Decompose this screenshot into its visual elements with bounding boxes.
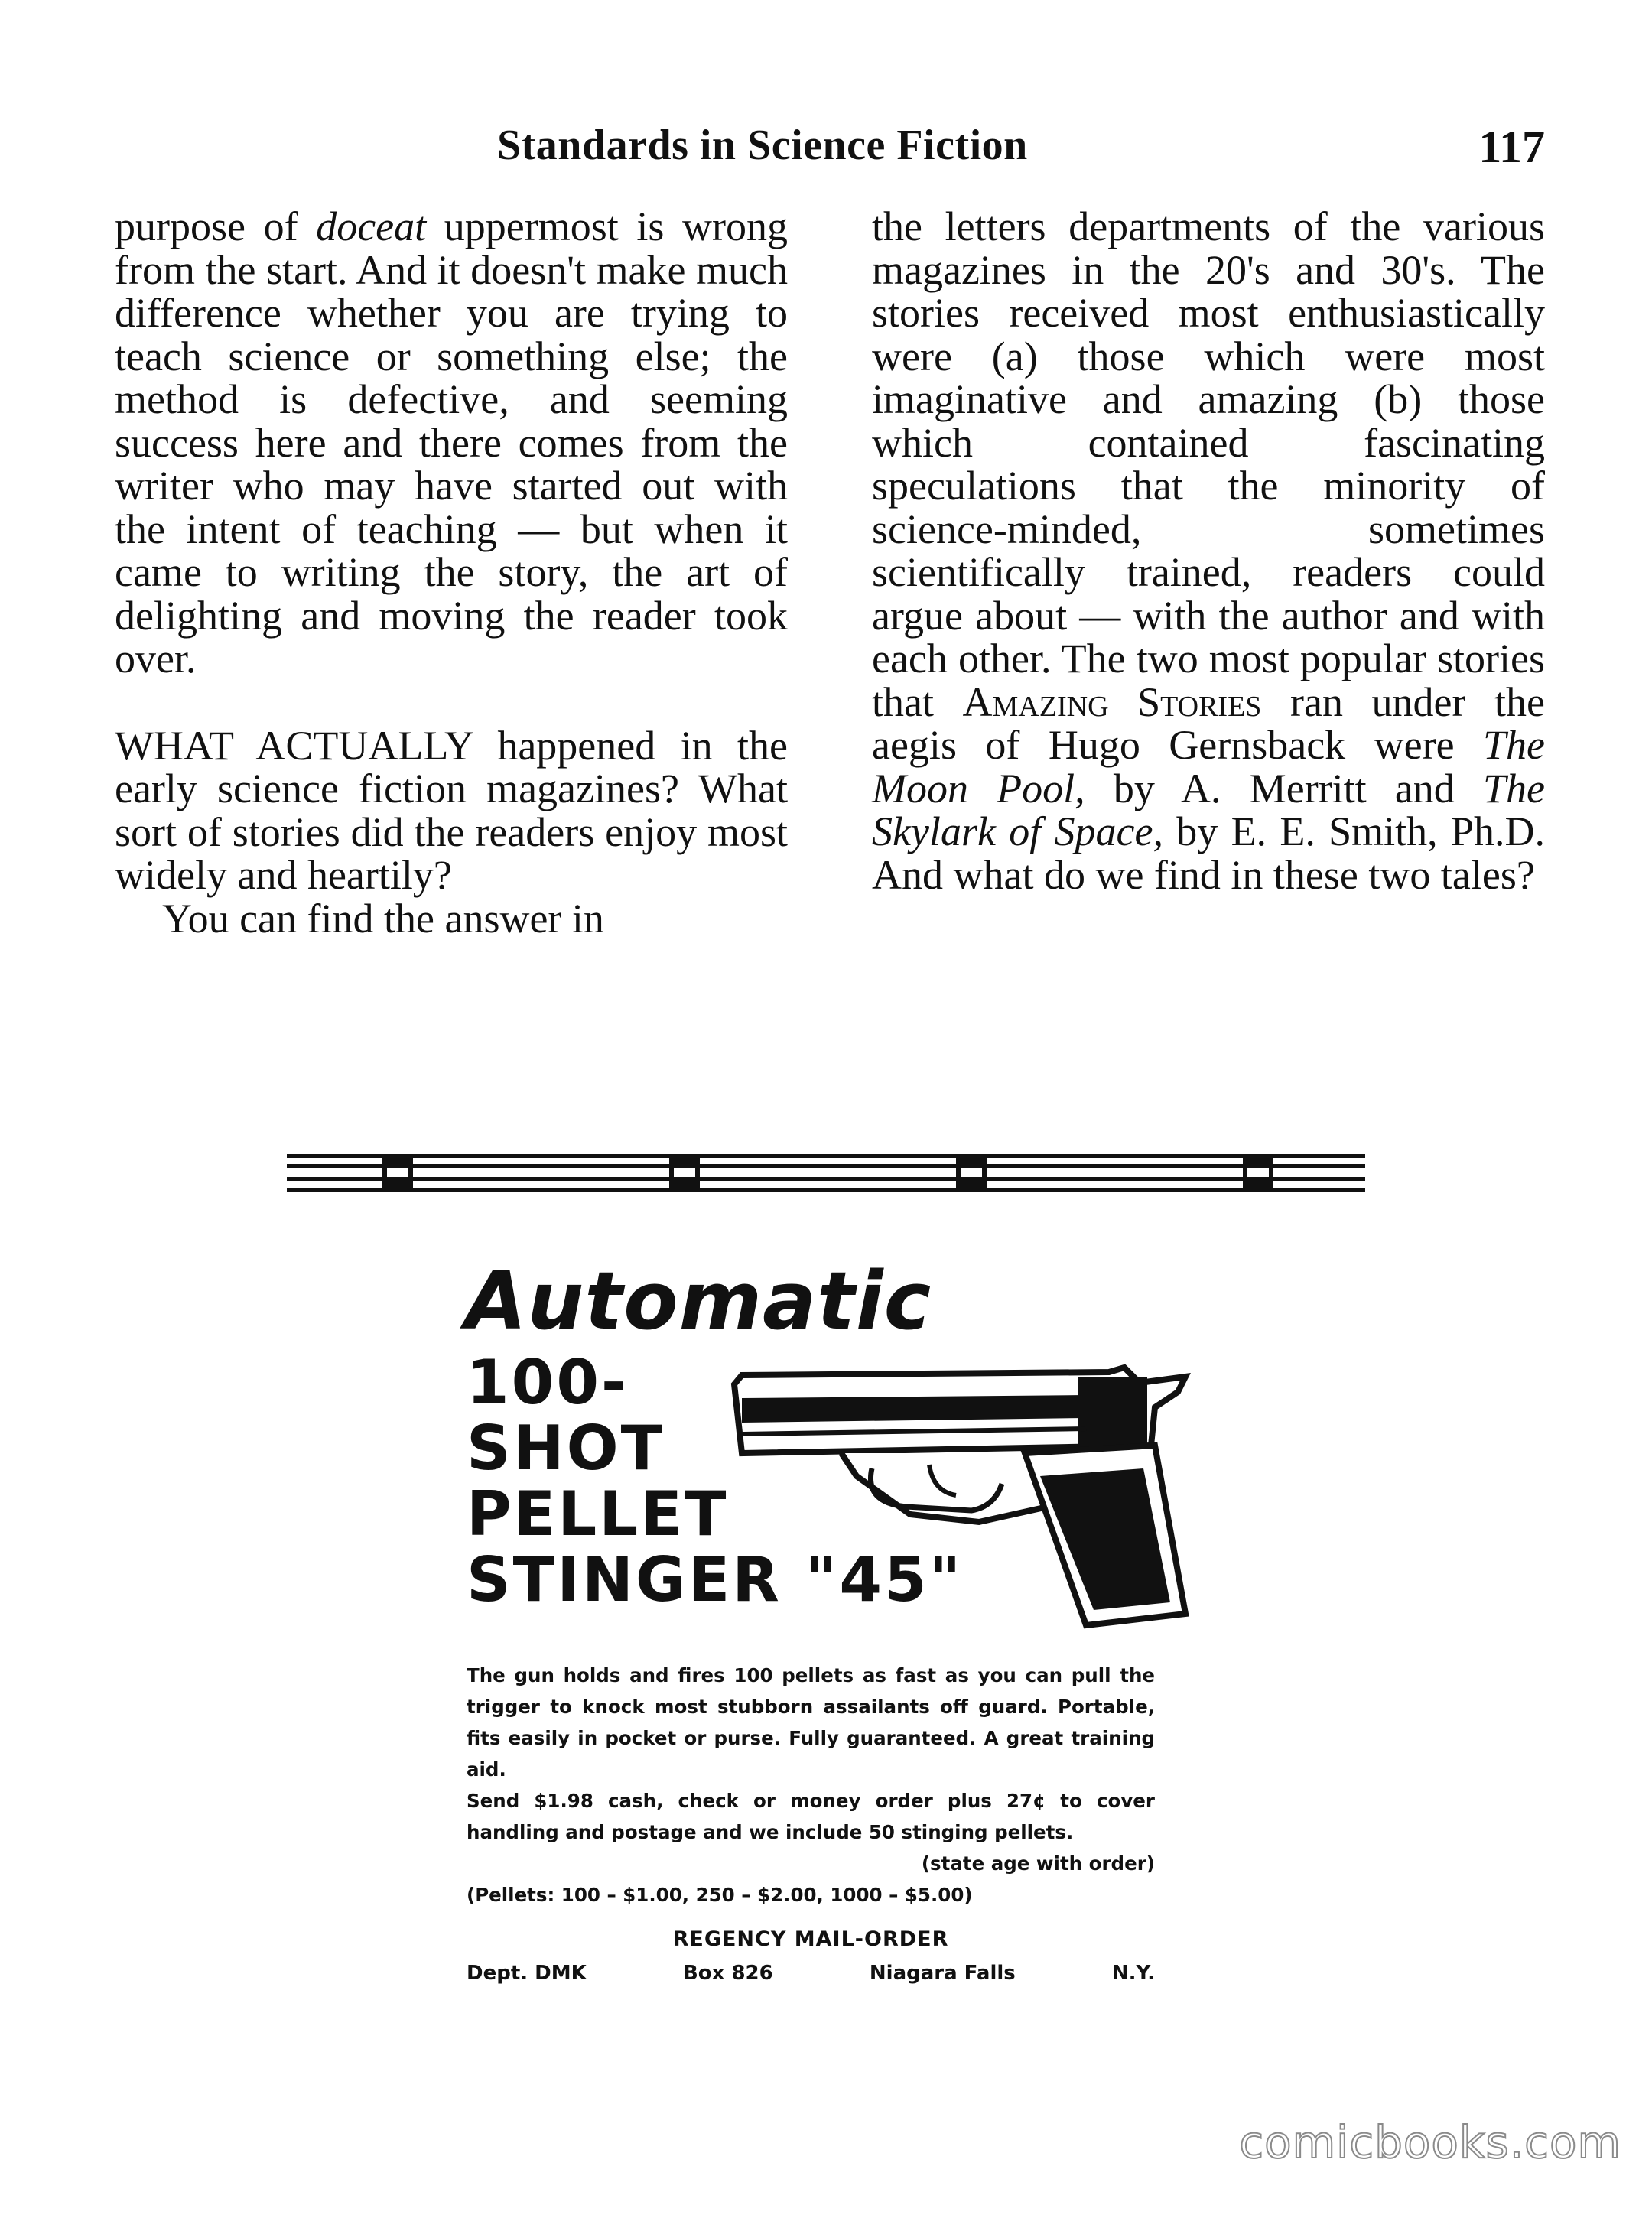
paragraph-2: WHAT ACTUALLY happened in the early science fiction magazines? What sort of stories did the readers enjoy most widely and heartily? <box>115 722 788 898</box>
ad-headline-line: STINGER "45" <box>467 1544 964 1615</box>
ad-age-row <box>467 1848 1155 1879</box>
ad-pellet-prices: (Pellets: 100 – $1.00, 250 – $2.00, 1000 – $5.00) <box>467 1884 973 1906</box>
ad-headline: Automatic <box>465 1254 932 1348</box>
paragraph-1 <box>115 205 788 681</box>
paragraph-3: You can find the answer in <box>162 895 604 942</box>
pistol-illustration <box>727 1361 1201 1637</box>
decorative-divider <box>287 1151 1365 1195</box>
left-column <box>115 205 788 940</box>
text-run: ran under the aegis of Hugo Gernsback were <box>872 678 1545 768</box>
right-column <box>872 205 1545 896</box>
story-title: The Moon Pool, <box>872 722 1545 811</box>
ad-company-name: REGENCY MAIL-ORDER <box>672 1927 949 1951</box>
ad-body <box>467 1660 1155 1911</box>
ad-address <box>467 1962 1155 1985</box>
magazine-name: Amazing Stories <box>962 678 1262 725</box>
paragraph-continued <box>872 205 1545 896</box>
ad-order-info: Send $1.98 cash, check or money order plus 27¢ to cover handling and postage and we include 50 stinging pellets. <box>467 1790 1155 1843</box>
watermark: comicbooks.com <box>1239 2116 1621 2168</box>
ad-headline-line: 100- <box>467 1347 629 1418</box>
paragraph-gap <box>115 681 788 724</box>
ad-age-note: (state age with order) <box>921 1852 1155 1875</box>
page-number: 117 <box>1478 122 1545 172</box>
text-run: by E. E. Smith, Ph.D. And what do we find in these two tales? <box>872 808 1546 898</box>
text-run: purpose of <box>115 203 317 249</box>
text-run: by A. Merritt and <box>1085 765 1483 811</box>
advertisement <box>428 1254 1193 2019</box>
running-title: Standards in Science Fiction <box>497 122 1028 169</box>
italic-word: doceat <box>316 203 427 249</box>
text-run: the letters departments of the various magazines in the 20's and 30's. The stories received most enthusiastically were (a) those which were most imaginative and amazing (b) those which contained fascinating speculations that the minority of science-minded, sometimes scientifically trained, readers could argue about — with the author and with each other. The two most popular stories that <box>872 203 1545 725</box>
ad-headline-line: PELLET <box>467 1478 729 1550</box>
story-title: The Skylark of Space, <box>872 765 1545 854</box>
text-run: uppermost is wrong from the start. And it doesn't make much difference whether you are trying to teach science or something else; the method is defective, and seeming success here and there comes from the writer who may have started out with the intent of teaching — but when it came to writing the story, the art of delighting and moving the reader took over. <box>115 203 788 681</box>
ad-address-dept: Dept. DMK <box>467 1962 587 1985</box>
ad-address-state: N.Y. <box>1111 1962 1155 1985</box>
ad-description: The gun holds and fires 100 pellets as fast as you can pull the trigger to knock most stubborn assailants off guard. Portable, fits easily in pocket or purse. Fully guaranteed. A great training aid. <box>467 1664 1155 1781</box>
ad-address-box: Box 826 <box>682 1962 773 1985</box>
ad-headline-line: SHOT <box>467 1413 665 1484</box>
running-header <box>497 121 1545 182</box>
ad-address-city: Niagara Falls <box>869 1962 1016 1985</box>
